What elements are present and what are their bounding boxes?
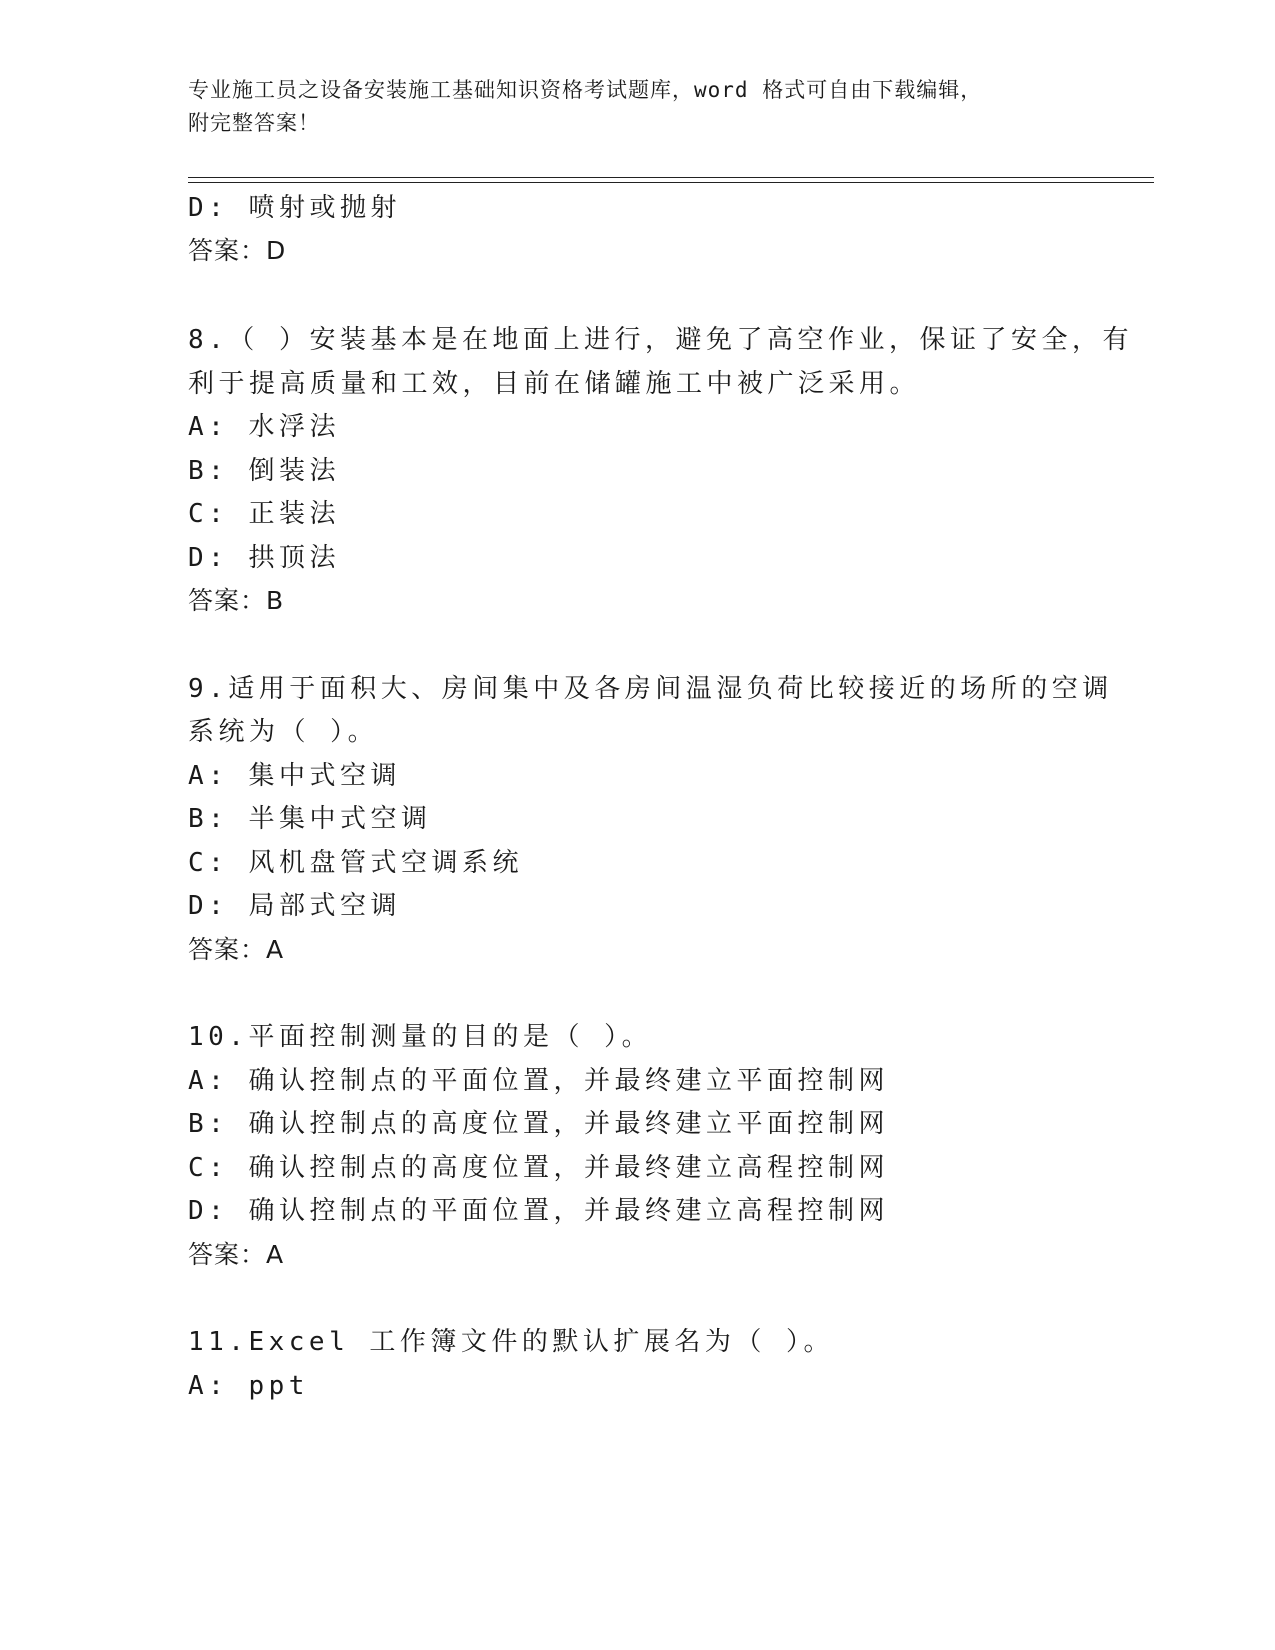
header-rule-bottom bbox=[188, 182, 1154, 183]
header-rule-top bbox=[188, 177, 1154, 178]
q10-option-d: D: 确认控制点的平面位置，并最终建立高程控制网 bbox=[188, 1196, 889, 1226]
header-line-1: 专业施工员之设备安装施工基础知识资格考试题库，word 格式可自由下载编辑， bbox=[188, 78, 983, 102]
q8-option-a: A: 水浮法 bbox=[188, 412, 340, 442]
q9-option-b: B: 半集中式空调 bbox=[188, 804, 432, 834]
q8-option-b: B: 倒装法 bbox=[188, 456, 340, 486]
q9-stem-line-2: 系统为（ ）。 bbox=[188, 717, 379, 747]
q10-option-c: C: 确认控制点的高度位置，并最终建立高程控制网 bbox=[188, 1153, 889, 1183]
q9-option-a: A: 集中式空调 bbox=[188, 761, 401, 791]
q10-answer: 答案：A bbox=[188, 1240, 285, 1269]
q11-option-a: A: ppt bbox=[188, 1371, 309, 1401]
header-line-2: 附完整答案！ bbox=[188, 111, 320, 135]
q9-option-c: C: 风机盘管式空调系统 bbox=[188, 848, 523, 878]
q8-answer: 答案：B bbox=[188, 586, 285, 615]
q8-option-c: C: 正装法 bbox=[188, 499, 340, 529]
q8-stem-line-1: 8.（ ）安装基本是在地面上进行，避免了高空作业，保证了安全，有 bbox=[188, 325, 1133, 355]
q10-stem-line-1: 10.平面控制测量的目的是（ ）。 bbox=[188, 1022, 653, 1052]
q8-stem-line-2: 利于提高质量和工效，目前在储罐施工中被广泛采用。 bbox=[188, 369, 921, 399]
q10-option-a: A: 确认控制点的平面位置，并最终建立平面控制网 bbox=[188, 1066, 889, 1096]
prev-answer: 答案：D bbox=[188, 236, 287, 265]
q8-option-d: D: 拱顶法 bbox=[188, 543, 340, 573]
q9-answer: 答案：A bbox=[188, 935, 285, 964]
prev-option-d: D: 喷射或抛射 bbox=[188, 193, 401, 223]
q9-stem-line-1: 9.适用于面积大、房间集中及各房间温湿负荷比较接近的场所的空调 bbox=[188, 674, 1113, 704]
q11-stem-line-1: 11.Excel 工作簿文件的默认扩展名为（ ）。 bbox=[188, 1327, 835, 1357]
q10-option-b: B: 确认控制点的高度位置，并最终建立平面控制网 bbox=[188, 1109, 889, 1139]
page-header bbox=[188, 74, 1068, 140]
q9-option-d: D: 局部式空调 bbox=[188, 891, 401, 921]
